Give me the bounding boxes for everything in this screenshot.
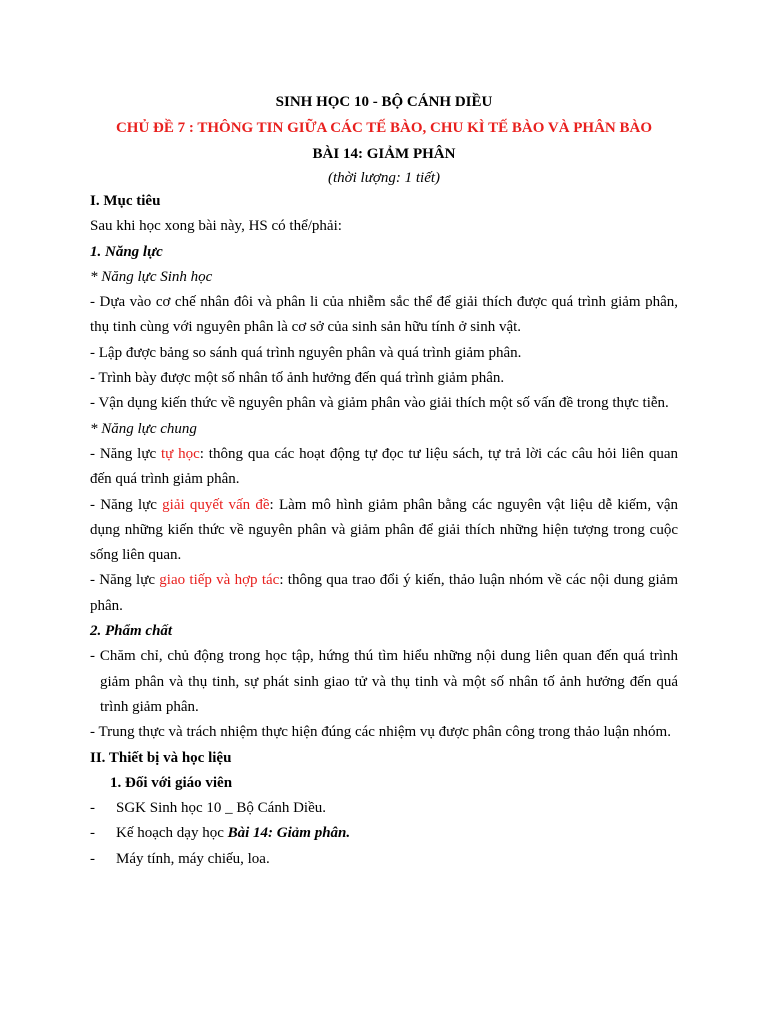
biology-item: - Vận dụng kiến thức về nguyên phân và giảm phân vào giải thích một số vấn đề trong thực tiễn.: [90, 395, 669, 412]
list-marker: -: [90, 850, 95, 867]
item-prefix: - Năng lực: [90, 496, 163, 513]
equipment-text-prefix: Kế hoạch dạy học: [116, 825, 228, 842]
subheading-general-competence: * Năng lực chung: [90, 420, 197, 437]
section-heading-objectives: I. Mục tiêu: [90, 193, 161, 209]
duration-note: (thời lượng: 1 tiết): [327, 170, 441, 186]
item-prefix: - Năng lực: [90, 445, 161, 462]
item-text: : Làm mô hình giảm phân bằng các nguyên vật liệu dễ kiếm, vận dụng những kiến thức về nguyên phân và giảm phân để giải thích những hiện tượng trong cuộc sống liên quan.: [90, 496, 678, 564]
general-competence-item: [90, 493, 678, 569]
objectives-intro: Sau khi học xong bài này, HS có thể/phải:: [90, 218, 342, 235]
list-marker: -: [90, 800, 95, 817]
course-title: SINH HỌC 10 - BỘ CÁNH DIỀU: [275, 94, 493, 110]
quality-item: - Chăm chỉ, chủ động trong học tập, hứng thú tìm hiểu những nội dung liên quan đến quá trình giảm phân và thụ tinh, sự phát sinh giao tử và thụ tinh và một số nhân tố ảnh hưởng đến quá trình giảm phân.: [90, 648, 678, 715]
equipment-item: [90, 796, 678, 821]
highlight-self-study: tự học: [160, 445, 200, 462]
subheading-qualities: 2. Phẩm chất: [90, 623, 173, 640]
quality-item: - Trung thực và trách nhiệm thực hiện đúng các nhiệm vụ được phân công trong thảo luận nhóm.: [90, 724, 671, 741]
item-prefix: - Năng lực: [90, 572, 160, 589]
equipment-item: [90, 847, 678, 872]
general-competence-item: [90, 442, 678, 493]
highlight-communication: giao tiếp và hợp tác: [159, 572, 280, 589]
equipment-text: Máy tính, máy chiếu, loa.: [116, 850, 270, 867]
lesson-reference: Bài 14: Giảm phân.: [227, 825, 351, 842]
biology-item: - Dựa vào cơ chế nhân đôi và phân li của nhiễm sắc thể để giải thích được quá trình giảm phân, thụ tinh cùng với nguyên phân là cơ sở của sinh sản hữu tính ở sinh vật.: [90, 294, 678, 336]
equipment-item: [90, 821, 678, 846]
subheading-teacher: 1. Đối với giáo viên: [110, 774, 233, 791]
subheading-biology-competence: * Năng lực Sinh học: [90, 268, 213, 285]
equipment-text: [116, 821, 350, 846]
highlight-problem-solving: giải quyết vấn đề: [162, 496, 270, 513]
item-text: : thông qua các hoạt động tự đọc tư liệu sách, tự trả lời các câu hỏi liên quan đến quá trình giảm phân.: [90, 445, 678, 488]
topic-title: CHỦ ĐỀ 7 : THÔNG TIN GIỮA CÁC TẾ BÀO, CHU KÌ TẾ BÀO VÀ PHÂN BÀO: [115, 120, 653, 136]
list-marker: -: [90, 825, 95, 842]
item-text: : thông qua trao đổi ý kiến, thảo luận nhóm về các nội dung giảm phân.: [90, 572, 678, 614]
biology-item: - Lập được bảng so sánh quá trình nguyên phân và quá trình giảm phân.: [90, 344, 522, 361]
subheading-competence: 1. Năng lực: [90, 243, 163, 260]
lesson-title: BÀI 14: GIẢM PHÂN: [312, 146, 456, 162]
biology-item: - Trình bày được một số nhân tố ảnh hưởng đến quá trình giảm phân.: [90, 370, 505, 387]
section-heading-equipment: II. Thiết bị và học liệu: [90, 749, 232, 766]
general-competence-item: [90, 568, 678, 619]
equipment-text: SGK Sinh học 10 _ Bộ Cánh Diều.: [116, 800, 326, 817]
document-body: [90, 189, 678, 872]
